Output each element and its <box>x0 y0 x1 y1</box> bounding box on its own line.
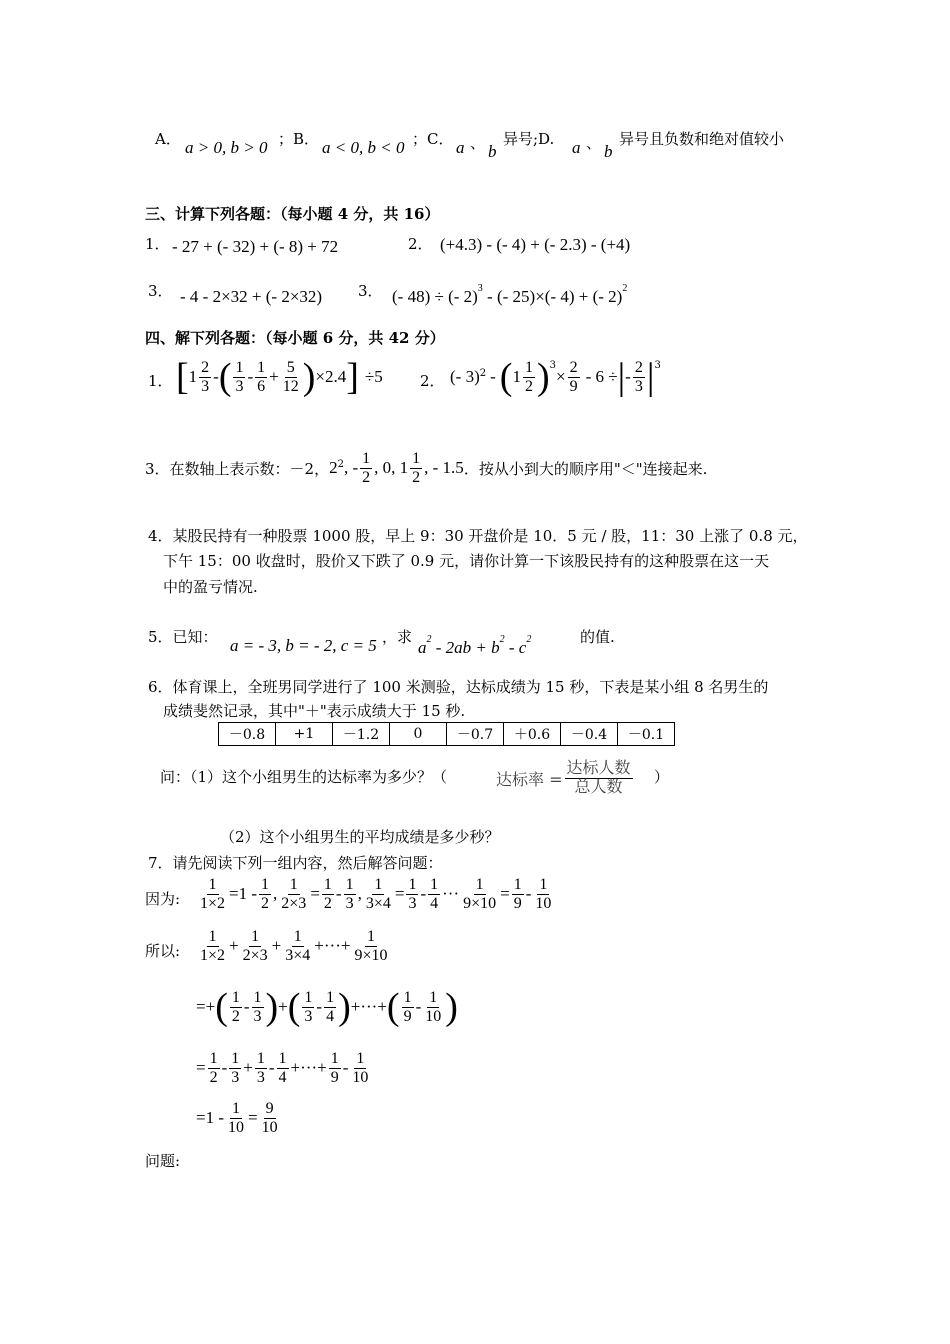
fraction <box>633 359 645 395</box>
question-2: （2）这个小组男生的平均成绩是多少秒？ <box>220 828 500 846</box>
middle-term: - 6 ÷ <box>585 367 618 386</box>
right-paren: ) <box>265 986 279 1028</box>
right-bracket: ] <box>346 356 359 398</box>
denominator: 9 <box>569 377 578 395</box>
fraction <box>523 359 535 395</box>
fraction <box>344 876 356 912</box>
numerator: 1 <box>412 450 421 467</box>
numerator: 达标人数 <box>566 760 631 777</box>
fraction <box>322 876 334 912</box>
problem-text: ．按从小到大的顺序用"＜"连接起来. <box>463 459 708 478</box>
minus-sign: - <box>420 884 427 904</box>
exponent: 2 <box>426 634 432 645</box>
numerator: 1 <box>289 876 298 893</box>
problem-label: 1． <box>145 235 170 253</box>
numerator: 1 <box>208 928 217 945</box>
number: , - 1.5 <box>424 458 464 478</box>
section-4-heading: 四、解下列各题：（每小题 6 分，共 42 分） <box>145 329 445 347</box>
denominator: 9 <box>513 894 522 912</box>
denominator: 2 <box>524 377 533 395</box>
problem-label: 3． <box>358 282 383 300</box>
expression-part: - (- 25)×(- 4) + (- 2) <box>482 287 623 306</box>
option-c-dun: 、 <box>470 134 486 152</box>
fraction <box>302 989 314 1025</box>
denominator: 3 <box>634 377 643 395</box>
numerator: 1 <box>524 358 533 376</box>
fraction <box>279 876 308 912</box>
ellipsis: ··· <box>442 884 460 904</box>
numerator: 1 <box>251 928 260 945</box>
exponent: 2 <box>622 283 628 294</box>
right-paren: ) <box>338 986 351 1028</box>
question-label: 问题: <box>145 1152 181 1170</box>
equals: = <box>310 884 320 904</box>
ellipsis: +···+ <box>314 936 351 956</box>
rate-formula <box>496 760 635 796</box>
problem-4-line: 中的盈亏情况. <box>163 578 258 596</box>
option-separator: ；B． <box>278 130 320 148</box>
option-b-expr: a < 0, b < 0 <box>322 138 405 157</box>
denominator: 10 <box>425 1007 442 1025</box>
denominator: 4 <box>278 1068 287 1086</box>
numerator: 1 <box>330 1050 339 1067</box>
left-paren: ( <box>215 986 228 1028</box>
numerator: 1 <box>257 358 266 376</box>
plus-sign: + <box>269 367 279 386</box>
expression-part: - c <box>504 638 527 657</box>
minus-sign: - <box>243 997 250 1016</box>
numerator: 2 <box>569 358 578 376</box>
numerator: 1 <box>261 876 270 893</box>
given-values: a = - 3, b = - 2, c = 5 <box>230 636 377 655</box>
equals: =1 - <box>229 884 258 904</box>
minus-sign: - <box>525 884 532 904</box>
numerator: 1 <box>256 1050 265 1067</box>
problem-expression: (+4.3) - (- 4) + (- 2.3) - (+4) <box>440 235 631 254</box>
numerator: 1 <box>293 928 302 945</box>
fraction <box>512 876 524 912</box>
denominator: 9 <box>403 1007 412 1025</box>
fraction <box>226 1100 246 1136</box>
expression-part: - 2ab + b <box>431 638 500 657</box>
plus-sign: + <box>243 1058 253 1078</box>
denominator: 3 <box>408 894 417 912</box>
right-paren: ) <box>536 356 550 398</box>
problem-label: 2． <box>420 372 445 390</box>
exponent: 2 <box>499 634 505 645</box>
fraction <box>229 1050 241 1086</box>
minus-sign: - <box>335 884 342 904</box>
numerator: 1 <box>408 876 417 893</box>
denominator: 3 <box>231 1068 240 1086</box>
table-cell: －0.1 <box>618 723 675 746</box>
expression-part: a <box>418 638 427 657</box>
numerator: 1 <box>374 876 383 893</box>
numerator: 1 <box>366 928 375 945</box>
fraction <box>277 1050 289 1086</box>
equals: = <box>248 1108 258 1128</box>
denominator: 10 <box>261 1118 278 1136</box>
minus-sign: - <box>625 367 631 386</box>
fraction <box>255 359 267 395</box>
fraction <box>350 1050 370 1086</box>
numerator: 1 <box>539 876 548 893</box>
denominator: 2 <box>323 894 332 912</box>
equals: = <box>394 884 405 904</box>
base: (- 3) <box>450 367 480 386</box>
equals: = <box>500 884 510 904</box>
fraction <box>533 876 553 912</box>
multiply-term: ×2.4 <box>315 367 347 386</box>
left-paren: ( <box>386 986 400 1028</box>
number: 2 <box>329 458 338 478</box>
problem-expression <box>450 358 661 396</box>
problem-label: 3． <box>148 282 173 300</box>
because-expression <box>196 876 555 912</box>
denominator: 2×3 <box>281 894 307 912</box>
ellipsis: +···+ <box>350 997 387 1016</box>
minus-sign: - <box>316 997 323 1016</box>
option-c-b: b <box>488 142 497 161</box>
table-cell: －0.8 <box>219 723 276 746</box>
table-cell: －0.7 <box>447 723 504 746</box>
denominator: 10 <box>352 1068 369 1086</box>
fraction <box>402 989 414 1025</box>
comma: , <box>273 884 278 904</box>
numerator: 1 <box>429 988 438 1006</box>
left-paren: ( <box>218 356 232 398</box>
problem-6-line: 6．体育课上，全班男同学进行了 100 米测验，达标成绩为 15 秒，下表是某小组 8 名男生的 <box>148 678 769 696</box>
formula-lhs: 达标率 = <box>496 769 563 789</box>
numerator: 1 <box>326 988 335 1006</box>
numerator: 1 <box>209 1050 218 1067</box>
number: , - <box>343 458 359 478</box>
problem-text: 3．在数轴上表示数：－2， <box>145 459 330 478</box>
fraction <box>352 928 389 964</box>
fraction <box>233 359 245 395</box>
denominator: 10 <box>535 894 552 912</box>
numerator: 1 <box>253 988 262 1006</box>
numerator: 1 <box>403 988 412 1006</box>
option-a-expr: a > 0, b > 0 <box>185 138 268 157</box>
problem-label: 1． <box>148 372 173 390</box>
exponent: 3 <box>549 359 556 371</box>
left-paren: ( <box>287 986 301 1028</box>
option-d-text: 异号且负数和绝对值较小 <box>619 130 785 148</box>
problem-expression: - 4 - 2×32 + (- 2×32) <box>180 287 323 306</box>
score-table <box>218 722 675 746</box>
option-separator: ；C． <box>412 130 454 148</box>
table-row <box>219 723 675 746</box>
fraction <box>461 876 498 912</box>
fraction <box>198 876 227 912</box>
numerator: 1 <box>208 876 217 893</box>
denominator: 6 <box>257 377 266 395</box>
fraction <box>252 989 264 1025</box>
numerator: 1 <box>430 876 439 893</box>
fraction <box>283 928 312 964</box>
numerator: 1 <box>345 876 354 893</box>
fraction <box>259 876 271 912</box>
fraction <box>255 1050 267 1086</box>
fraction <box>281 359 301 395</box>
table-cell: +1 <box>276 723 333 746</box>
plus-sign: + <box>278 997 288 1016</box>
numerator: 1 <box>231 988 240 1006</box>
table-cell: －0.4 <box>561 723 618 746</box>
equals: =1 - <box>196 1108 224 1128</box>
fraction <box>329 1050 341 1086</box>
denominator: 3 <box>253 1007 262 1025</box>
section-3-heading: 三、计算下列各题：（每小题 4 分，共 16） <box>145 205 440 223</box>
fraction <box>423 989 443 1025</box>
problem-expression <box>176 358 383 396</box>
mixed-whole: 1 <box>188 367 198 386</box>
fraction <box>260 1100 280 1136</box>
abs-bar: | <box>646 356 655 398</box>
option-a-label: A． <box>155 130 181 148</box>
problem-text: 的值. <box>580 628 615 646</box>
option-d-dun: 、 <box>586 134 602 152</box>
step-expression <box>196 988 458 1026</box>
right-paren: ) <box>445 986 458 1028</box>
minus-sign: - <box>415 997 422 1016</box>
numerator: 1 <box>304 988 313 1006</box>
problem-text: ，求 <box>382 628 413 646</box>
denominator: 9 <box>330 1068 339 1086</box>
minus-sign: - <box>342 1058 349 1078</box>
mixed-whole: 1 <box>512 367 521 386</box>
denominator: 2 <box>362 468 371 486</box>
fraction <box>208 1050 220 1086</box>
denominator: 3 <box>235 377 244 395</box>
because-label: 因为: <box>145 890 181 908</box>
denominator: 2 <box>261 894 270 912</box>
fraction <box>364 876 393 912</box>
denominator: 9×10 <box>463 894 497 912</box>
numerator: 1 <box>231 1050 240 1067</box>
exponent: 3 <box>654 359 661 371</box>
exponent: 3 <box>477 283 483 294</box>
option-line <box>155 128 181 149</box>
option-c-a: a <box>456 138 465 157</box>
table-cell: －1.2 <box>333 723 390 746</box>
table-cell: 0 <box>390 723 447 746</box>
denominator: 2 <box>209 1068 218 1086</box>
denominator: 总人数 <box>574 778 623 796</box>
comma: , <box>357 884 362 904</box>
multiply-sign: × <box>555 367 566 386</box>
minus-sign: - <box>268 1058 275 1078</box>
numerator: 1 <box>513 876 522 893</box>
numerator: 9 <box>265 1100 274 1117</box>
right-paren: ) <box>302 356 316 398</box>
plus-sign: + <box>229 936 239 956</box>
denominator: 3 <box>256 1068 265 1086</box>
denominator: 3 <box>201 377 210 395</box>
fraction <box>324 989 336 1025</box>
fraction <box>410 450 422 486</box>
problem-expression <box>392 283 628 307</box>
fraction <box>199 359 211 395</box>
problem-4-line: 下午 15：00 收盘时，股价又下跌了 0.9 元，请你计算一下该股民持有的这种股票在这一天 <box>163 552 770 570</box>
numerator: 1 <box>235 358 244 376</box>
close-paren: ） <box>654 768 670 786</box>
ellipsis: +···+ <box>290 1058 327 1078</box>
problem-3 <box>145 450 707 486</box>
denominator: 3 <box>345 894 354 912</box>
fraction <box>198 928 227 964</box>
problem-6-line: 成绩斐然记录，其中"＋"表示成绩大于 15 秒. <box>163 702 466 720</box>
numerator: 2 <box>201 358 210 376</box>
left-paren: ( <box>499 356 513 398</box>
problem-label: 2． <box>408 235 433 253</box>
numerator: 1 <box>323 876 332 893</box>
fraction <box>565 760 633 796</box>
minus-sign: - <box>247 367 254 386</box>
option-c-text: 异号;D. <box>503 130 555 148</box>
minus-sign: - <box>221 1058 228 1078</box>
exponent: 2 <box>526 634 532 645</box>
minus-sign: - <box>490 367 496 386</box>
so-label: 所以: <box>145 942 181 960</box>
denominator: 3×4 <box>285 946 311 964</box>
denominator: 12 <box>282 377 299 395</box>
problem-7-intro: 7．请先阅读下列一组内容，然后解答问题： <box>148 854 443 872</box>
numerator: 1 <box>278 1050 287 1067</box>
step-expression <box>196 1050 372 1086</box>
option-d-a: a <box>572 138 581 157</box>
question-1: 问：（1）这个小组男生的达标率为多少？（ <box>160 768 448 786</box>
denominator: 3 <box>304 1007 313 1025</box>
left-bracket: [ <box>176 356 189 398</box>
denominator: 10 <box>228 1118 244 1136</box>
numerator: 2 <box>634 358 643 376</box>
abs-bar: | <box>617 356 626 398</box>
denominator: 2 <box>231 1007 240 1025</box>
exponent: 2 <box>479 367 487 379</box>
numerator: 1 <box>356 1050 365 1067</box>
denominator: 4 <box>430 894 439 912</box>
minus-sign: - <box>213 367 219 386</box>
fraction <box>360 450 372 486</box>
denominator: 4 <box>326 1007 335 1025</box>
denominator: 2 <box>412 468 421 486</box>
result-expression <box>196 1100 282 1136</box>
denominator: 1×2 <box>200 946 226 964</box>
exponent: 2 <box>337 458 344 470</box>
denominator: 3×4 <box>365 894 391 912</box>
numerator: 1 <box>232 1100 240 1117</box>
number: , 0, 1 <box>374 458 409 478</box>
denominator: 9×10 <box>354 946 388 964</box>
sum-expression <box>196 928 391 964</box>
fraction <box>406 876 418 912</box>
numerator: 1 <box>475 876 484 893</box>
denominator: 2×3 <box>242 946 268 964</box>
problem-4-line: 4．某股民持有一种股票 1000 股，早上 9：30 开盘价是 10．5 元 / 股，11：30 上涨了 0.8 元， <box>148 527 808 545</box>
equals: = <box>196 1058 206 1078</box>
equals: =+ <box>196 997 216 1016</box>
problem-expression: - 27 + (- 32) + (- 8) + 72 <box>172 237 339 256</box>
fraction <box>568 359 580 395</box>
expression-part: (- 48) ÷ (- 2) <box>392 287 478 306</box>
divide-term: ÷5 <box>364 367 383 386</box>
option-d-b: b <box>604 142 613 161</box>
target-expression <box>418 634 532 658</box>
numerator: 1 <box>362 450 371 467</box>
fraction <box>230 989 242 1025</box>
numerator: 5 <box>286 358 295 376</box>
denominator: 1×2 <box>200 894 226 912</box>
problem-text: 5．已知： <box>148 628 218 646</box>
fraction <box>241 928 270 964</box>
plus-sign: + <box>271 936 282 956</box>
fraction <box>428 876 440 912</box>
table-cell: ＋0.6 <box>504 723 561 746</box>
